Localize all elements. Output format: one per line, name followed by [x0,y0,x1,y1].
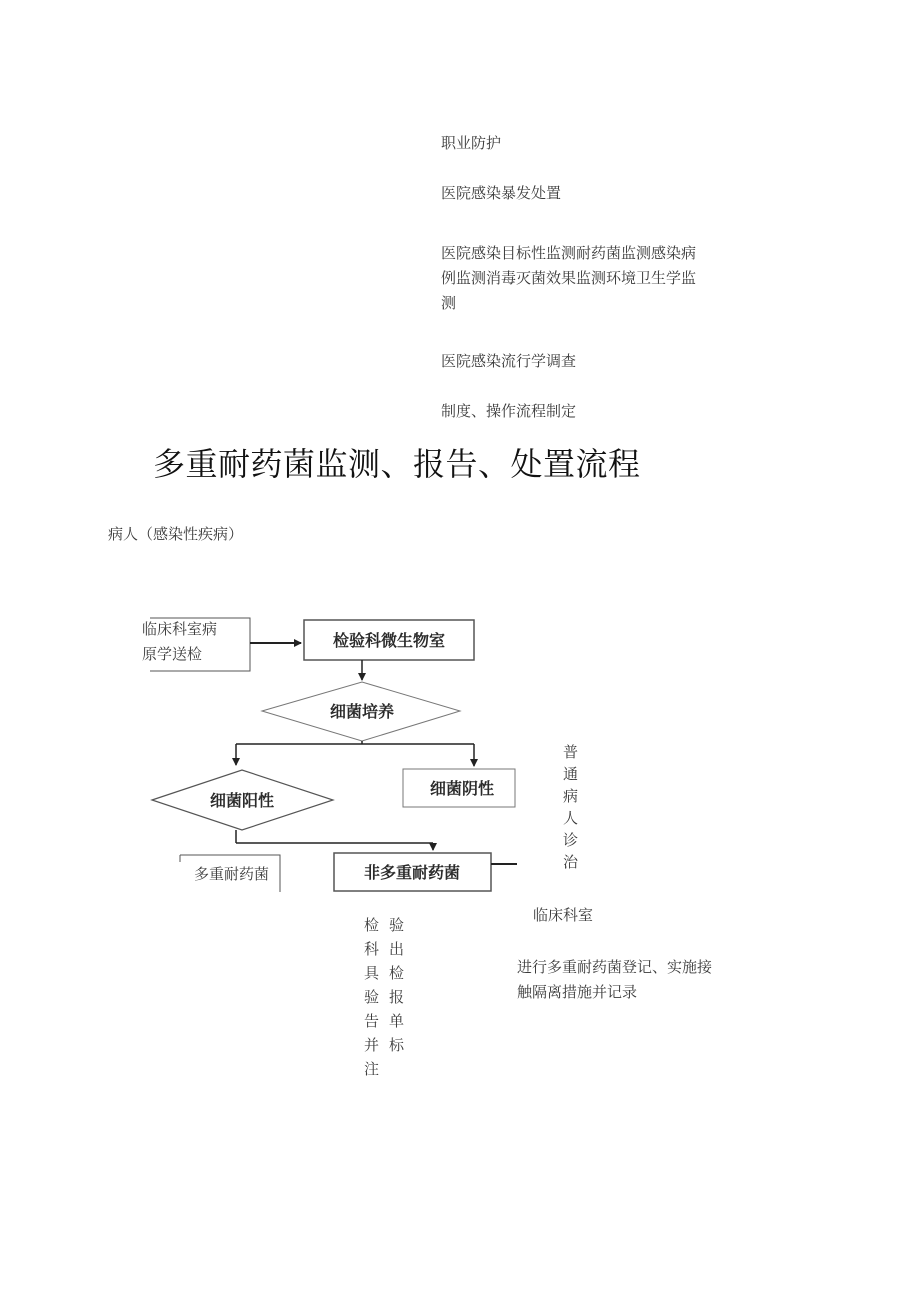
positive-label: 细菌阳性 [209,791,275,810]
clinic-action-label: 进行多重耐药菌登记、实施接触隔离措施并记录 [517,958,713,1001]
negative-label: 细菌阴性 [429,779,495,798]
normal-care-label: 普通病人诊治 [563,743,579,871]
non-mdro-label: 非多重耐药菌 [363,863,461,882]
page-title: 多重耐药菌监测、报告、处置流程 [153,445,641,483]
item-occupational-protection: 职业防护 [441,134,502,152]
lab-report-label: 检验科出具检验报告单并标注 [364,916,415,1078]
culture-label: 细菌培养 [329,702,395,721]
item-policy: 制度、操作流程制定 [441,402,577,420]
clinic-dept-label: 临床科室 [533,906,594,924]
item-outbreak-handling: 医院感染暴发处置 [441,184,562,202]
lab-label: 检验科微生物室 [332,631,446,650]
mdro-label: 多重耐药菌 [194,865,270,883]
item-epidemiology: 医院感染流行学调查 [441,352,577,370]
patient-label: 病人（感染性疾病） [108,525,244,543]
clinic-send-label: 临床科室病原学送检 [142,620,218,663]
item-surveillance: 医院感染目标性监测耐药菌监测感染病例监测消毒灭菌效果监测环境卫生学监测 [441,244,697,312]
